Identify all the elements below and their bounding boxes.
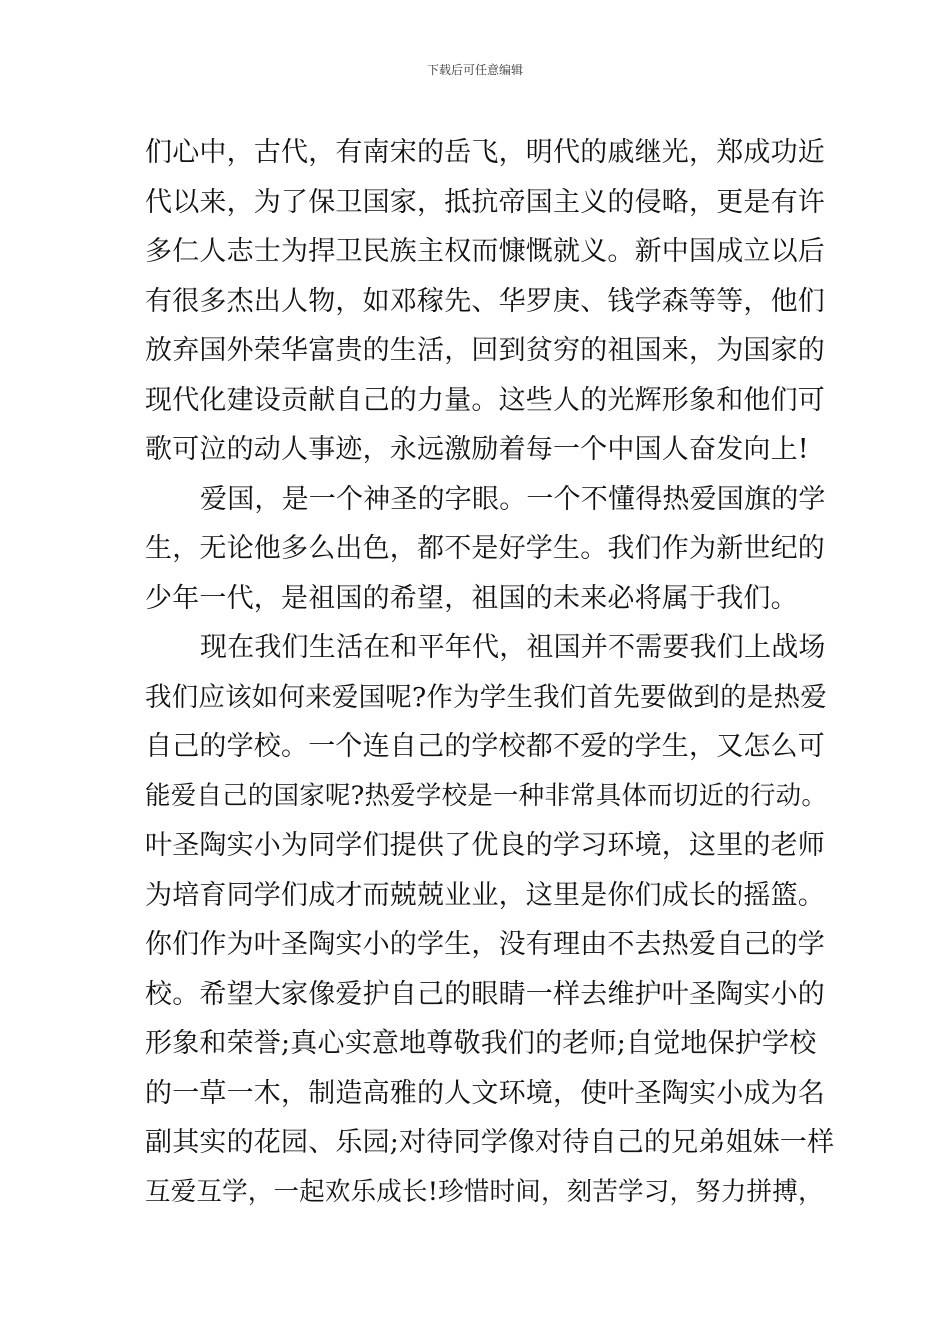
- body-line: 放弃国外荣华富贵的生活，回到贫穷的祖国来，为国家的: [145, 335, 825, 366]
- body-line: 自己的学校。一个连自己的学校都不爱的学生，又怎么可: [145, 731, 825, 762]
- body-line: 代以来，为了保卫国家，抵抗帝国主义的侵略，更是有许: [145, 186, 825, 218]
- paragraph-start-line: 爱国，是一个神圣的字眼。一个不懂得热爱国旗的学: [200, 483, 826, 515]
- body-line: 生，无论他多么出色，都不是好学生。我们作为新世纪的: [145, 533, 825, 564]
- body-line: 歌可泣的动人事迹，永远激励着每一个中国人奋发向上!: [145, 434, 809, 465]
- body-line: 少年一代，是祖国的希望，祖国的未来必将属于我们。: [145, 582, 798, 614]
- body-line: 的一草一木，制造高雅的人文环境，使叶圣陶实小成为名: [145, 1077, 825, 1109]
- paragraph-start-line: 现在我们生活在和平年代，祖国并不需要我们上战场: [200, 632, 826, 663]
- body-line: 多仁人志士为捍卫民族主权而慷慨就义。新中国成立以后: [145, 236, 825, 267]
- body-line: 形象和荣誉;真心实意地尊敬我们的老师;自觉地保护学校: [145, 1028, 817, 1059]
- page-header-note: 下载后可任意编辑: [426, 63, 523, 77]
- body-line: 校。希望大家像爱护自己的眼睛一样去维护叶圣陶实小的: [145, 978, 825, 1010]
- body-line: 副其实的花园、乐园;对待同学像对待自己的兄弟姐妹一样: [145, 1127, 835, 1158]
- body-line: 们心中，古代，有南宋的岳飞，明代的戚继光，郑成功近: [145, 137, 825, 168]
- body-line: 现代化建设贡献自己的力量。这些人的光辉形象和他们可: [145, 384, 825, 416]
- document-body: [145, 128, 835, 1217]
- body-line: 有很多杰出人物，如邓稼先、华罗庚、钱学森等等，他们: [145, 285, 825, 317]
- body-line: 互爱互学，一起欢乐成长!珍惜时间，刻苦学习，努力拼搏，: [145, 1176, 824, 1207]
- body-line: 你们作为叶圣陶实小的学生，没有理由不去热爱自己的学: [145, 929, 825, 960]
- body-line: 我们应该如何来爱国呢?作为学生我们首先要做到的是热爱: [145, 681, 827, 713]
- body-line: 为培育同学们成才而兢兢业业，这里是你们成长的摇篮。: [145, 879, 825, 911]
- body-line: 叶圣陶实小为同学们提供了优良的学习环境，这里的老师: [145, 830, 825, 861]
- body-line: 能爱自己的国家呢?热爱学校是一种非常具体而切近的行动。: [145, 780, 828, 811]
